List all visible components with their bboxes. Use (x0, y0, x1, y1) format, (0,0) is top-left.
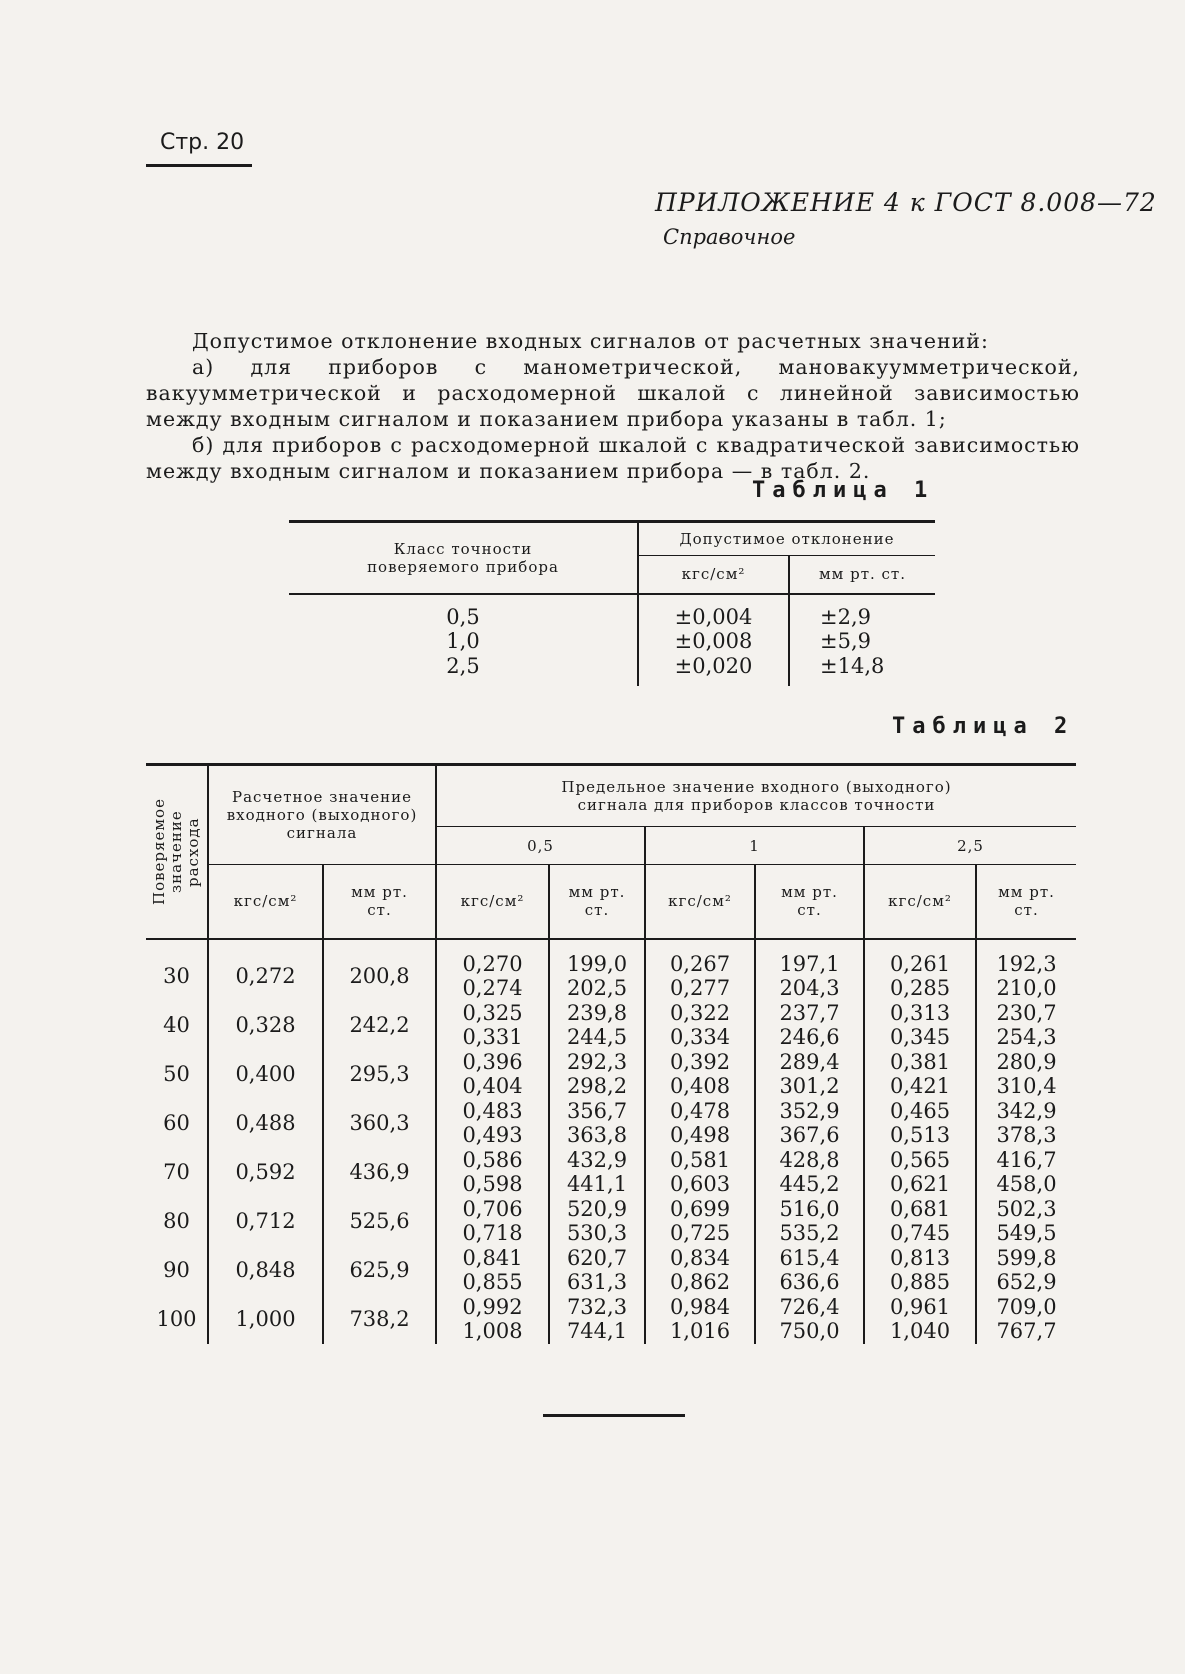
t2-limit-value: 301,2 (779, 1074, 840, 1098)
table-row (146, 1050, 1076, 1099)
t2-c05-kgs (436, 1001, 549, 1050)
table-row (146, 1099, 1076, 1148)
t1-kgs: ±0,004 (674, 604, 753, 629)
t2-c05-kgs (436, 1099, 549, 1148)
t2-calc-kgs: 0,848 (208, 1246, 323, 1295)
t2-c25-kgs (864, 1050, 976, 1099)
t2-limit-value: 0,408 (669, 1074, 731, 1098)
t2-c1-kgs (645, 1099, 755, 1148)
t2-flow: 100 (156, 1307, 197, 1331)
t2-limit-value: 0,961 (889, 1294, 951, 1319)
t2-limit-value: 1,008 (462, 1319, 523, 1343)
t2-limit-value: 428,8 (779, 1147, 840, 1172)
t2-c25-mm (976, 1099, 1076, 1148)
t1-kgs: ±0,008 (674, 629, 753, 653)
t2-c25-kgs (864, 1197, 976, 1246)
t2-calc-mm: 436,9 (323, 1148, 436, 1197)
t2-limit-value: 342,9 (996, 1098, 1057, 1123)
t2-limit-value: 0,681 (889, 1196, 951, 1221)
t2-c05-kgs (436, 939, 549, 1001)
t2-limit-value: 1,016 (669, 1319, 731, 1343)
t2-limit-value: 631,3 (566, 1270, 628, 1294)
t2-limit-value: 367,6 (779, 1123, 840, 1147)
t2-c1-mm (755, 1148, 864, 1197)
t2-c1-kgs (645, 1295, 755, 1344)
t2-class-25: 2,5 (864, 827, 1076, 865)
t2-unit-05-kgs: кгс/см² (436, 865, 549, 939)
t2-calc-mm: 525,6 (323, 1197, 436, 1246)
t2-c1-kgs (645, 1246, 755, 1295)
table-row (146, 1295, 1076, 1344)
t2-c1-kgs (645, 1050, 755, 1099)
t2-limit-value: 0,603 (669, 1172, 731, 1196)
t1-header-deviation: Допустимое отклонение (638, 522, 935, 556)
t2-limit-value: 599,8 (996, 1245, 1057, 1270)
t1-classes (289, 594, 638, 687)
t2-limit-value: 0,598 (462, 1172, 523, 1196)
t2-limit-value: 244,5 (566, 1025, 628, 1049)
t1-kgs: ±0,020 (674, 653, 753, 678)
t2-limit-value: 0,345 (889, 1025, 951, 1049)
t2-c05-kgs (436, 1197, 549, 1246)
t2-c05-mm (549, 939, 645, 1001)
t2-limit-value: 356,7 (566, 1098, 628, 1123)
t2-limit-value: 458,0 (996, 1172, 1057, 1196)
t2-limit-value: 0,404 (462, 1074, 523, 1098)
t2-limit-value: 530,3 (566, 1221, 628, 1245)
t2-limit-value: 199,0 (566, 951, 628, 976)
t2-calc-kgs: 1,000 (208, 1295, 323, 1344)
table2 (146, 763, 1076, 1344)
t2-limit-value: 0,493 (462, 1123, 523, 1147)
t2-limit-value: 254,3 (996, 1025, 1057, 1049)
t2-c25-kgs (864, 1148, 976, 1197)
t2-limit-value: 363,8 (566, 1123, 628, 1147)
t1-kgs-values (638, 594, 789, 687)
t2-unit-1-mm: мм рт. ст. (755, 865, 864, 939)
t2-c05-mm (549, 1001, 645, 1050)
t2-c1-kgs (645, 1001, 755, 1050)
t2-limit-value: 0,841 (462, 1245, 523, 1270)
t2-c05-mm (549, 1050, 645, 1099)
t2-flow: 60 (163, 1111, 190, 1135)
t2-class-1: 1 (645, 827, 864, 865)
t2-c25-mm (976, 1295, 1076, 1344)
t2-limit-value: 0,984 (669, 1294, 731, 1319)
t2-limit-value: 709,0 (996, 1294, 1057, 1319)
t2-limit-value: 0,421 (889, 1074, 951, 1098)
t2-c1-mm (755, 1050, 864, 1099)
t2-calc-kgs: 0,400 (208, 1050, 323, 1099)
t2-limit-value: 310,4 (996, 1074, 1057, 1098)
t2-calc-kgs: 0,592 (208, 1148, 323, 1197)
t2-limit-value: 0,325 (462, 1000, 523, 1025)
t2-header-flow (146, 765, 208, 939)
t2-limit-value: 732,3 (566, 1294, 628, 1319)
intro-text (146, 328, 1080, 484)
t2-calc-mm: 360,3 (323, 1099, 436, 1148)
t2-header-calc: Расчетное значение входного (выходного) сигнала (208, 765, 436, 865)
t2-limit-value: 197,1 (779, 951, 840, 976)
t2-limit-value: 202,5 (566, 976, 628, 1000)
t2-class-05: 0,5 (436, 827, 645, 865)
table-row (146, 939, 1076, 1001)
table-row (146, 1197, 1076, 1246)
t2-limit-value: 0,392 (669, 1049, 731, 1074)
page-number: Стр. 20 (160, 130, 245, 155)
t2-limit-value: 0,313 (889, 1000, 951, 1025)
t2-calc-kgs: 0,272 (208, 939, 323, 1001)
t2-limit-value: 0,581 (669, 1147, 731, 1172)
t2-limit-value: 1,040 (889, 1319, 951, 1343)
page-number-underline (146, 164, 252, 167)
table-row (146, 1246, 1076, 1295)
t2-unit-25-mm: мм рт. ст. (976, 865, 1076, 939)
t2-limit-value: 210,0 (996, 976, 1057, 1000)
t2-limit-value: 378,3 (996, 1123, 1057, 1147)
paragraph-a: а) для приборов с манометрической, мановакуумметрической, вакуумметрической и расходомерной шкалой с линейной зависимостью между входным сигналом и показанием прибора указаны в табл. 1; (146, 355, 1080, 431)
t2-limit-value: 230,7 (996, 1000, 1057, 1025)
table-row (146, 1148, 1076, 1197)
table1-caption: Таблица 1 (752, 478, 935, 503)
t2-flow: 80 (163, 1209, 190, 1233)
t2-limit-value: 549,5 (996, 1221, 1057, 1245)
t2-c25-mm (976, 1050, 1076, 1099)
t2-limit-value: 0,855 (462, 1270, 523, 1294)
t2-c05-mm (549, 1099, 645, 1148)
t2-limit-value: 0,586 (462, 1147, 523, 1172)
t2-limit-value: 237,7 (779, 1000, 840, 1025)
t2-limit-value: 298,2 (566, 1074, 628, 1098)
t2-c05-mm (549, 1197, 645, 1246)
paragraph-b: б) для приборов с расходомерной шкалой с квадратической зависимостью между входным сигналом и показанием прибора — в табл. 2. (146, 433, 1080, 483)
t2-calc-mm: 295,3 (323, 1050, 436, 1099)
t2-limit-value: 767,7 (996, 1319, 1057, 1343)
t2-limit-value: 652,9 (996, 1270, 1057, 1294)
t2-flow: 70 (163, 1160, 190, 1184)
t2-limit-value: 535,2 (779, 1221, 840, 1245)
t2-calc-kgs: 0,712 (208, 1197, 323, 1246)
t2-limit-value: 615,4 (779, 1245, 840, 1270)
t2-c05-kgs (436, 1148, 549, 1197)
t2-c05-mm (549, 1246, 645, 1295)
t2-flow: 30 (163, 964, 190, 988)
t2-c05-kgs (436, 1246, 549, 1295)
t2-limit-value: 636,6 (779, 1270, 840, 1294)
t2-c25-mm (976, 1246, 1076, 1295)
t2-limit-value: 289,4 (779, 1049, 840, 1074)
appendix-title: ПРИЛОЖЕНИЕ 4 к ГОСТ 8.008—72 (655, 188, 1157, 217)
t2-flow: 50 (163, 1062, 190, 1086)
t2-c25-mm (976, 939, 1076, 1001)
t2-limit-value: 0,498 (669, 1123, 731, 1147)
t2-limit-value: 0,285 (889, 976, 951, 1000)
t2-limit-value: 750,0 (779, 1319, 840, 1343)
t1-unit-mm: мм рт. ст. (789, 556, 935, 594)
t2-c25-mm (976, 1197, 1076, 1246)
t2-c1-kgs (645, 1148, 755, 1197)
t2-c1-mm (755, 1246, 864, 1295)
t2-limit-value: 0,261 (889, 951, 951, 976)
t2-limit-value: 0,270 (462, 951, 523, 976)
t2-c1-kgs (645, 1197, 755, 1246)
t2-limit-value: 0,267 (669, 951, 731, 976)
t2-calc-mm: 200,8 (323, 939, 436, 1001)
t2-limit-value: 0,381 (889, 1049, 951, 1074)
t2-header-limit: Предельное значение входного (выходного) сигнала для приборов классов точности (436, 765, 1076, 827)
t2-calc-mm: 625,9 (323, 1246, 436, 1295)
bottom-divider (543, 1414, 685, 1417)
t1-unit-kgs: кгс/см² (638, 556, 789, 594)
t2-limit-value: 246,6 (779, 1025, 840, 1049)
t2-c05-mm (549, 1148, 645, 1197)
t2-c1-mm (755, 1197, 864, 1246)
t1-mm: ±14,8 (820, 653, 885, 678)
t2-limit-value: 0,396 (462, 1049, 523, 1074)
t2-limit-value: 445,2 (779, 1172, 840, 1196)
t2-limit-value: 0,334 (669, 1025, 731, 1049)
t2-c25-kgs (864, 1295, 976, 1344)
t2-unit-calc-mm: мм рт. ст. (323, 865, 436, 939)
t1-class: 0,5 (446, 604, 480, 629)
t2-limit-value: 192,3 (996, 951, 1057, 976)
t2-c1-mm (755, 1001, 864, 1050)
t2-limit-value: 620,7 (566, 1245, 628, 1270)
t2-limit-value: 416,7 (996, 1147, 1057, 1172)
t2-limit-value: 520,9 (566, 1196, 628, 1221)
table1 (289, 520, 935, 686)
t1-class: 1,0 (446, 629, 480, 653)
t2-flow: 90 (163, 1258, 190, 1282)
t2-calc-kgs: 0,328 (208, 1001, 323, 1050)
t2-limit-value: 0,699 (669, 1196, 731, 1221)
t2-c25-kgs (864, 939, 976, 1001)
t2-limit-value: 0,706 (462, 1196, 523, 1221)
t1-mm: ±2,9 (820, 604, 871, 629)
t2-limit-value: 0,465 (889, 1098, 951, 1123)
t2-calc-kgs: 0,488 (208, 1099, 323, 1148)
t2-c1-kgs (645, 939, 755, 1001)
t2-unit-25-kgs: кгс/см² (864, 865, 976, 939)
t1-header-class: Класс точности поверяемого прибора (289, 522, 638, 594)
t2-header-flow-text: Поверяемое значение расхода (149, 798, 202, 906)
t2-limit-value: 441,1 (566, 1172, 628, 1196)
t2-c05-kgs (436, 1295, 549, 1344)
t2-body (146, 939, 1076, 1344)
t2-limit-value: 726,4 (779, 1294, 840, 1319)
table2-caption: Таблица 2 (892, 714, 1075, 739)
t2-unit-calc-kgs: кгс/см² (208, 865, 323, 939)
t2-c05-kgs (436, 1050, 549, 1099)
paragraph-intro: Допустимое отклонение входных сигналов от расчетных значений: (192, 329, 989, 353)
t2-c1-mm (755, 1295, 864, 1344)
t2-limit-value: 204,3 (779, 976, 840, 1000)
t2-c25-mm (976, 1001, 1076, 1050)
t2-limit-value: 239,8 (566, 1000, 628, 1025)
t2-limit-value: 432,9 (566, 1147, 628, 1172)
t2-limit-value: 0,565 (889, 1147, 951, 1172)
t2-limit-value: 0,274 (462, 976, 523, 1000)
t2-limit-value: 292,3 (566, 1049, 628, 1074)
t1-mm-values (789, 594, 935, 687)
t2-unit-05-mm: мм рт. ст. (549, 865, 645, 939)
t2-limit-value: 352,9 (779, 1098, 840, 1123)
t2-limit-value: 0,992 (462, 1294, 523, 1319)
t2-limit-value: 0,745 (889, 1221, 951, 1245)
t2-limit-value: 0,483 (462, 1098, 523, 1123)
t2-limit-value: 0,621 (889, 1172, 951, 1196)
t2-flow: 40 (163, 1013, 190, 1037)
t2-limit-value: 0,277 (669, 976, 731, 1000)
t2-limit-value: 744,1 (566, 1319, 628, 1343)
t2-limit-value: 0,725 (669, 1221, 731, 1245)
t2-limit-value: 0,813 (889, 1245, 951, 1270)
t2-limit-value: 0,718 (462, 1221, 523, 1245)
appendix-subtitle: Справочное (663, 225, 796, 249)
t2-limit-value: 0,478 (669, 1098, 731, 1123)
t2-c25-kgs (864, 1001, 976, 1050)
t2-limit-value: 0,885 (889, 1270, 951, 1294)
t2-limit-value: 516,0 (779, 1196, 840, 1221)
t2-limit-value: 0,322 (669, 1000, 731, 1025)
t2-limit-value: 0,513 (889, 1123, 951, 1147)
t2-c25-kgs (864, 1246, 976, 1295)
t1-class: 2,5 (446, 653, 480, 678)
t2-unit-1-kgs: кгс/см² (645, 865, 755, 939)
t2-c25-kgs (864, 1099, 976, 1148)
t2-c25-mm (976, 1148, 1076, 1197)
t2-calc-mm: 738,2 (323, 1295, 436, 1344)
t2-limit-value: 0,862 (669, 1270, 731, 1294)
t2-c1-mm (755, 939, 864, 1001)
t2-limit-value: 502,3 (996, 1196, 1057, 1221)
t2-limit-value: 0,331 (462, 1025, 523, 1049)
t2-calc-mm: 242,2 (323, 1001, 436, 1050)
t2-limit-value: 280,9 (996, 1049, 1057, 1074)
table-row (146, 1001, 1076, 1050)
t2-c1-mm (755, 1099, 864, 1148)
t1-mm: ±5,9 (820, 629, 871, 653)
t2-c05-mm (549, 1295, 645, 1344)
t2-limit-value: 0,834 (669, 1245, 731, 1270)
